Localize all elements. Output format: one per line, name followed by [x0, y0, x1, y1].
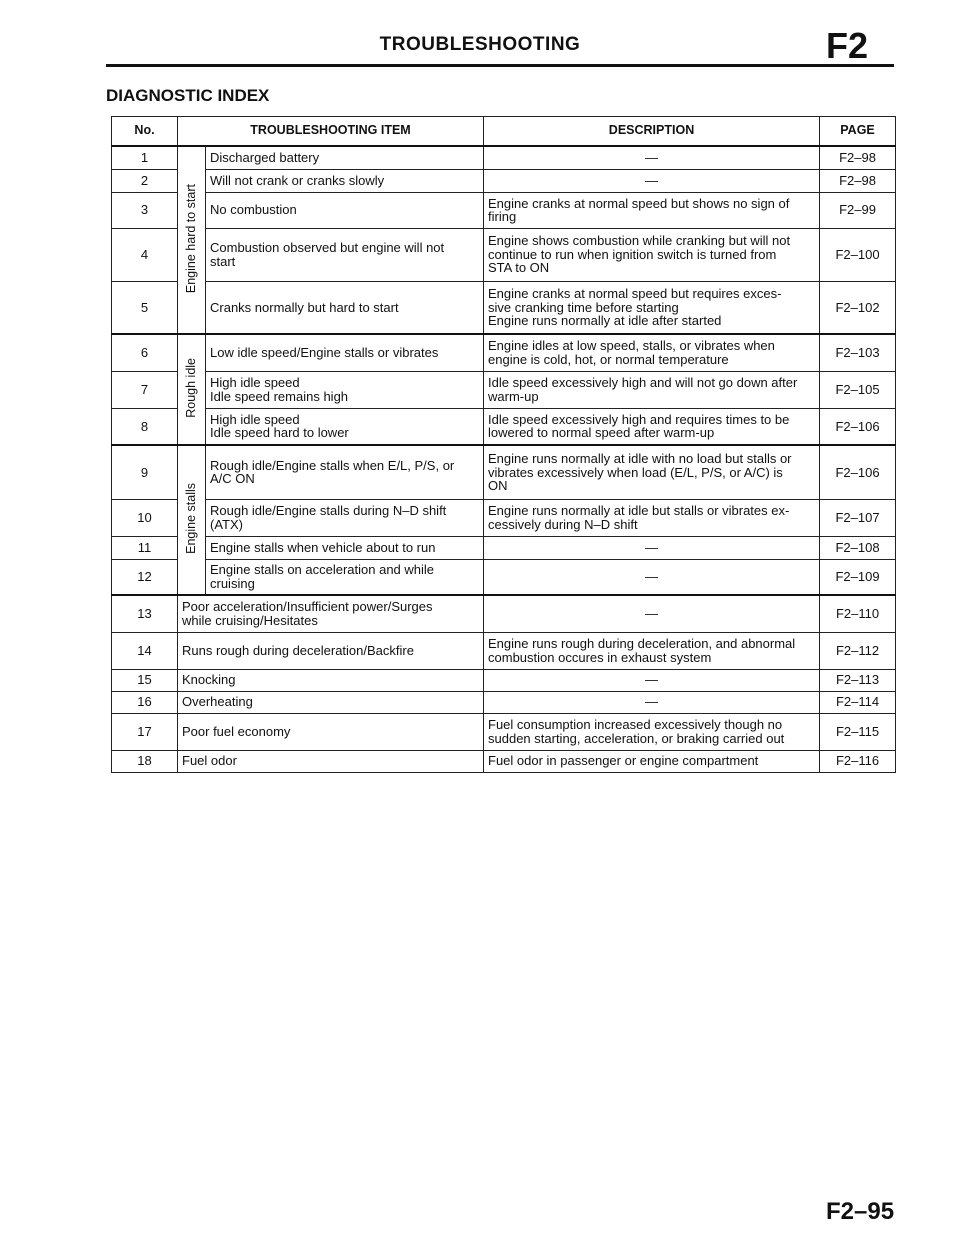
row-description: Engine runs normally at idle but stalls or vibrates ex- cessively during N–D shift — [484, 499, 820, 536]
row-page: F2–114 — [820, 691, 896, 713]
row-page: F2–107 — [820, 499, 896, 536]
row-page: F2–102 — [820, 281, 896, 334]
row-page: F2–110 — [820, 595, 896, 632]
row-page: F2–112 — [820, 632, 896, 669]
row-page: F2–113 — [820, 669, 896, 691]
row-no: 7 — [112, 371, 178, 408]
row-item: Knocking — [178, 669, 484, 691]
row-no: 5 — [112, 281, 178, 334]
row-page: F2–109 — [820, 559, 896, 595]
row-item: Rough idle/Engine stalls during N–D shift (ATX) — [206, 499, 484, 536]
row-no: 10 — [112, 499, 178, 536]
col-header-no: No. — [112, 117, 178, 147]
row-page: F2–105 — [820, 371, 896, 408]
table-row — [112, 632, 896, 669]
row-no: 3 — [112, 192, 178, 228]
table-row — [112, 536, 896, 559]
row-no: 6 — [112, 334, 178, 371]
table-row — [112, 146, 896, 169]
row-no: 14 — [112, 632, 178, 669]
row-page: F2–98 — [820, 169, 896, 192]
row-description: — — [484, 669, 820, 691]
group-label-engine-stalls — [178, 445, 206, 595]
group-label-text: Engine stalls — [183, 483, 198, 555]
row-item: Runs rough during deceleration/Backfire — [178, 632, 484, 669]
group-label-text: Rough idle — [183, 358, 198, 419]
row-no: 17 — [112, 713, 178, 750]
table-row — [112, 228, 896, 281]
row-description: Engine runs rough during deceleration, and abnormal combustion occures in exhaust system — [484, 632, 820, 669]
row-item: High idle speed Idle speed remains high — [206, 371, 484, 408]
row-no: 4 — [112, 228, 178, 281]
table-row — [112, 445, 896, 499]
row-item: High idle speed Idle speed hard to lower — [206, 408, 484, 445]
header-rule — [106, 64, 894, 67]
row-item: Overheating — [178, 691, 484, 713]
row-item: Poor fuel economy — [178, 713, 484, 750]
row-item: No combustion — [206, 192, 484, 228]
col-header-page: PAGE — [820, 117, 896, 147]
row-no: 16 — [112, 691, 178, 713]
row-description: — — [484, 595, 820, 632]
group-label-rough-idle — [178, 334, 206, 445]
row-description: — — [484, 169, 820, 192]
row-description: — — [484, 146, 820, 169]
row-description: Engine runs normally at idle with no load but stalls or vibrates excessively when load (E/L, P/S, or A/C) is ON — [484, 445, 820, 499]
row-no: 13 — [112, 595, 178, 632]
row-no: 18 — [112, 750, 178, 772]
row-item: Engine stalls when vehicle about to run — [206, 536, 484, 559]
table-row — [112, 371, 896, 408]
row-page: F2–106 — [820, 408, 896, 445]
row-page: F2–108 — [820, 536, 896, 559]
row-no: 8 — [112, 408, 178, 445]
table-row — [112, 281, 896, 334]
section-code: F2 — [826, 25, 869, 66]
row-item: Discharged battery — [206, 146, 484, 169]
row-no: 9 — [112, 445, 178, 499]
row-description: Engine cranks at normal speed but shows no sign of firing — [484, 192, 820, 228]
row-page: F2–99 — [820, 192, 896, 228]
row-description: Engine shows combustion while cranking but will not continue to run when ignition switch is turned from STA to ON — [484, 228, 820, 281]
row-description: Engine cranks at normal speed but requires exces- sive cranking time before starting Engine runs normally at idle after started — [484, 281, 820, 334]
row-description: Idle speed excessively high and will not go down after warm-up — [484, 371, 820, 408]
table-row — [112, 713, 896, 750]
col-header-item: TROUBLESHOOTING ITEM — [178, 117, 484, 147]
table-row — [112, 408, 896, 445]
table-row — [112, 669, 896, 691]
group-label-engine-hard-to-start — [178, 146, 206, 334]
row-description: Engine idles at low speed, stalls, or vibrates when engine is cold, hot, or normal temperature — [484, 334, 820, 371]
row-item: Low idle speed/Engine stalls or vibrates — [206, 334, 484, 371]
table-row — [112, 334, 896, 371]
table-row — [112, 559, 896, 595]
row-no: 1 — [112, 146, 178, 169]
row-page: F2–98 — [820, 146, 896, 169]
col-header-description: DESCRIPTION — [484, 117, 820, 147]
row-item: Combustion observed but engine will not start — [206, 228, 484, 281]
row-page: F2–100 — [820, 228, 896, 281]
row-page: F2–116 — [820, 750, 896, 772]
page-number: F2–95 — [826, 1198, 895, 1225]
row-page: F2–115 — [820, 713, 896, 750]
row-description: Fuel odor in passenger or engine compartment — [484, 750, 820, 772]
header-title: TROUBLESHOOTING — [379, 34, 581, 55]
table-row — [112, 750, 896, 772]
table-row — [112, 169, 896, 192]
page-heading: DIAGNOSTIC INDEX — [106, 86, 270, 105]
row-item: Fuel odor — [178, 750, 484, 772]
row-description: — — [484, 536, 820, 559]
table-row — [112, 595, 896, 632]
row-description: Idle speed excessively high and requires times to be lowered to normal speed after warm-up — [484, 408, 820, 445]
row-no: 15 — [112, 669, 178, 691]
row-item: Engine stalls on acceleration and while cruising — [206, 559, 484, 595]
row-item: Cranks normally but hard to start — [206, 281, 484, 334]
row-no: 11 — [112, 536, 178, 559]
table-row — [112, 192, 896, 228]
row-page: F2–106 — [820, 445, 896, 499]
row-description: — — [484, 559, 820, 595]
row-no: 12 — [112, 559, 178, 595]
row-page: F2–103 — [820, 334, 896, 371]
table-row — [112, 691, 896, 713]
row-item: Poor acceleration/Insufficient power/Surges while cruising/Hesitates — [178, 595, 484, 632]
row-description: — — [484, 691, 820, 713]
row-no: 2 — [112, 169, 178, 192]
group-label-text: Engine hard to start — [183, 184, 198, 294]
row-item: Rough idle/Engine stalls when E/L, P/S, or A/C ON — [206, 445, 484, 499]
table-header-row — [112, 117, 896, 147]
table-row — [112, 499, 896, 536]
row-description: Fuel consumption increased excessively though no sudden starting, acceleration, or braking carried out — [484, 713, 820, 750]
diagnostic-index-table — [111, 116, 896, 773]
row-item: Will not crank or cranks slowly — [206, 169, 484, 192]
